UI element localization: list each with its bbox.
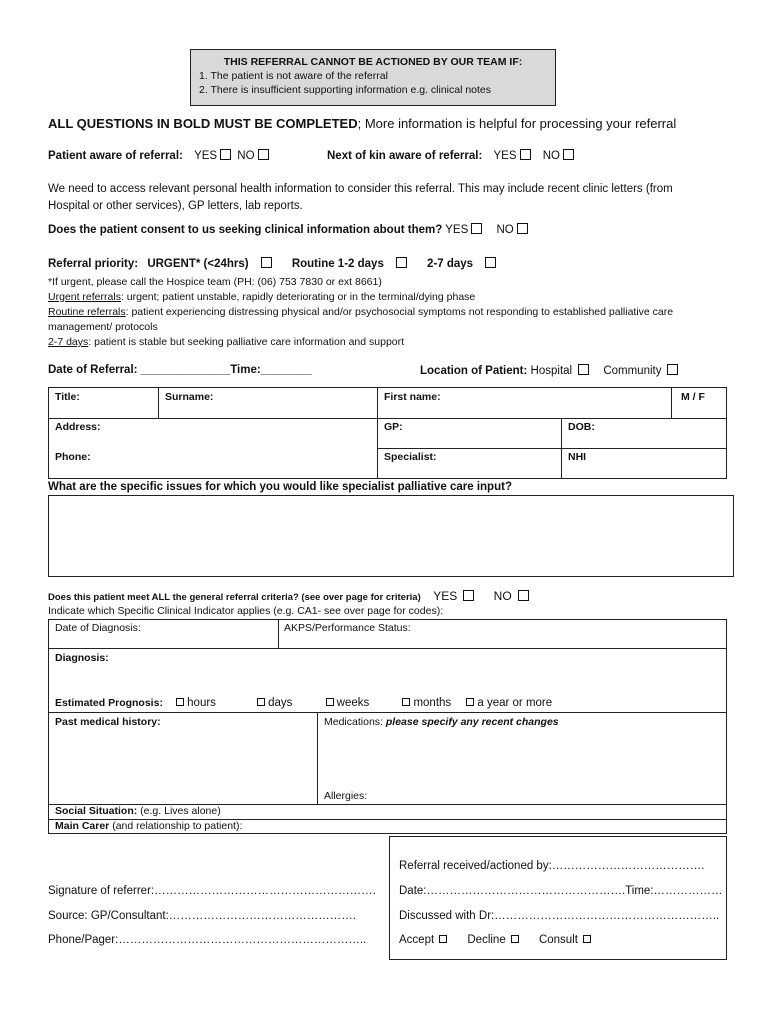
location-hospital-checkbox[interactable] [578, 364, 589, 375]
surname-field[interactable]: Surname: [165, 391, 214, 403]
headline-rest: ; More information is helpful for processing your referral [357, 116, 677, 131]
prognosis-hours-checkbox[interactable] [176, 698, 184, 706]
source-field[interactable]: Source: GP/Consultant:…………………………………………. [48, 910, 357, 922]
urgent-desc: : urgent; patient unstable, rapidly deteriorating or in the terminal/dying phase [120, 291, 476, 303]
past-medical-history-field[interactable]: Past medical history: [55, 716, 161, 728]
nok-aware-yes-checkbox[interactable] [520, 149, 531, 160]
referral-date-field[interactable]: Date of Referral: ___________ [48, 364, 212, 376]
dob-field[interactable]: DOB: [568, 421, 595, 433]
patient-aware-yes-label: YES [194, 150, 218, 162]
criteria-yes-checkbox[interactable] [463, 590, 474, 601]
gp-field[interactable]: GP: [384, 421, 403, 433]
main-carer-label: Main Carer [55, 820, 110, 832]
nok-aware-yes-label: YES [493, 150, 517, 162]
criteria-no-checkbox[interactable] [518, 590, 529, 601]
patient-aware-row [48, 149, 272, 162]
phone-field[interactable]: Phone: [55, 451, 91, 463]
office-date-field[interactable]: Date:…………………………………………….Time:……………… [399, 885, 723, 897]
issues-textarea[interactable] [48, 495, 734, 577]
priority-urgent-checkbox[interactable] [261, 257, 272, 268]
patient-aware-label: Patient aware of referral: [48, 150, 183, 162]
prognosis-months-label: months [413, 697, 452, 709]
indicator-label: Indicate which Specific Clinical Indicator applies (e.g. CA1- see over page for codes): [48, 605, 444, 617]
notice-item-2: 2. There is insufficient supporting information e.g. clinical notes [199, 84, 492, 96]
headline [48, 116, 676, 131]
signature-field[interactable]: Signature of referrer:…………………………………………………. [48, 885, 376, 897]
accept-checkbox[interactable] [439, 935, 447, 943]
issues-label: What are the specific issues for which you would like specialist palliative care input? [48, 481, 512, 493]
priority-urgent-def [48, 290, 708, 305]
priority-routine-label: Routine 1-2 days [291, 258, 384, 270]
consult-label: Consult [538, 934, 578, 946]
prognosis-days-label: days [268, 697, 293, 709]
prognosis-months-checkbox[interactable] [402, 698, 410, 706]
patient-aware-yes-checkbox[interactable] [220, 149, 231, 160]
date-diagnosis-field[interactable]: Date of Diagnosis: [55, 622, 141, 634]
allergies-field[interactable]: Allergies: [324, 790, 368, 802]
social-situation-field[interactable] [55, 805, 221, 817]
criteria-row [48, 587, 532, 605]
medications-field[interactable] [324, 716, 559, 728]
days-term: 2-7 days [48, 336, 89, 348]
consent-no-checkbox[interactable] [517, 223, 528, 234]
prognosis-label: Estimated Prognosis: [55, 697, 163, 709]
criteria-no-label: NO [493, 589, 512, 603]
notice-box [190, 49, 556, 106]
consent-row [48, 223, 531, 236]
prognosis-weeks-checkbox[interactable] [326, 698, 334, 706]
location-community-checkbox[interactable] [667, 364, 678, 375]
prognosis-year-checkbox[interactable] [466, 698, 474, 706]
accept-label: Accept [399, 934, 435, 946]
consent-label: Does the patient consent to us seeking clinical information about them? [48, 224, 443, 236]
prognosis-weeks-label: weeks [336, 697, 370, 709]
medications-label: Medications: [324, 716, 383, 728]
notice-item-1: 1. The patient is not aware of the referral [199, 70, 388, 82]
consent-yes-label: YES [445, 224, 469, 236]
priority-routine-def [48, 305, 708, 335]
consent-yes-checkbox[interactable] [471, 223, 482, 234]
consent-no-label: NO [496, 224, 514, 236]
priority-days-checkbox[interactable] [485, 257, 496, 268]
priority-days-def [48, 335, 708, 350]
first-name-field[interactable]: First name: [384, 391, 441, 403]
location-row [420, 364, 681, 377]
routine-term: Routine referrals [48, 306, 126, 318]
diagnosis-field[interactable]: Diagnosis: [55, 652, 109, 664]
nhi-field[interactable]: NHI [568, 451, 587, 463]
nok-aware-row [327, 149, 577, 162]
criteria-label: Does this patient meet ALL the general referral criteria? (see over page for criteria) [48, 592, 421, 603]
patient-aware-no-checkbox[interactable] [258, 149, 269, 160]
priority-label: Referral priority: [48, 258, 139, 270]
social-situation-hint: (e.g. Lives alone) [137, 805, 221, 817]
nok-aware-label: Next of kin aware of referral: [327, 150, 483, 162]
criteria-yes-label: YES [433, 589, 458, 603]
decline-checkbox[interactable] [511, 935, 519, 943]
notice-title: THIS REFERRAL CANNOT BE ACTIONED BY OUR TEAM IF: [223, 56, 523, 68]
prognosis-row [55, 697, 552, 709]
akps-field[interactable]: AKPS/Performance Status: [284, 622, 411, 634]
title-field[interactable]: Title: [55, 391, 80, 403]
priority-urgent-label: URGENT* (<24hrs) [147, 258, 249, 270]
address-field[interactable]: Address: [55, 421, 101, 433]
urgent-term: Urgent referrals [48, 291, 121, 303]
nok-aware-no-label: NO [542, 150, 560, 162]
sex-field[interactable]: M / F [681, 391, 705, 403]
priority-urgent-note: *If urgent, please call the Hospice team (PH: (06) 753 7830 or ext 8661) [48, 276, 382, 288]
location-label: Location of Patient: [420, 365, 528, 377]
main-carer-field[interactable] [55, 820, 242, 832]
nok-aware-no-checkbox[interactable] [563, 149, 574, 160]
routine-desc: : patient experiencing distressing physical and/or psychosocial symptoms not responding to established palliative care management/ protocols [48, 306, 674, 333]
prognosis-hours-label: hours [187, 697, 216, 709]
specialist-field[interactable]: Specialist: [384, 451, 437, 463]
phone-pager-field[interactable]: Phone/Pager:……………………………………………………….. [48, 934, 367, 946]
priority-days-label: 2-7 days [427, 258, 474, 270]
referral-time-field[interactable]: ___Time:________ [211, 364, 312, 376]
consult-checkbox[interactable] [583, 935, 591, 943]
headline-bold: ALL QUESTIONS IN BOLD MUST BE COMPLETED [48, 116, 358, 131]
days-desc: : patient is stable but seeking palliative care information and support [88, 336, 405, 348]
outcome-row [399, 934, 594, 946]
medications-note: please specify any recent changes [385, 716, 559, 728]
referral-date-row [48, 364, 312, 376]
prognosis-days-checkbox[interactable] [257, 698, 265, 706]
priority-routine-checkbox[interactable] [396, 257, 407, 268]
prognosis-year-label: a year or more [477, 697, 553, 709]
location-hospital-label: Hospital [530, 365, 573, 377]
location-community-label: Community [603, 365, 662, 377]
decline-label: Decline [467, 934, 506, 946]
main-carer-hint: (and relationship to patient): [109, 820, 243, 832]
info-text: We need to access relevant personal health information to consider this referral. This may include recent clinic letters (from Hospital or other services), GP letters, lab reports. [48, 183, 673, 212]
social-situation-label: Social Situation: [55, 805, 138, 817]
patient-aware-no-label: NO [237, 150, 255, 162]
priority-row [48, 257, 499, 270]
discussed-field[interactable]: Discussed with Dr:………………………………………………….. [399, 910, 720, 922]
priority-notes [48, 275, 708, 350]
received-field[interactable]: Referral received/actioned by:…………………………………. [399, 860, 705, 872]
